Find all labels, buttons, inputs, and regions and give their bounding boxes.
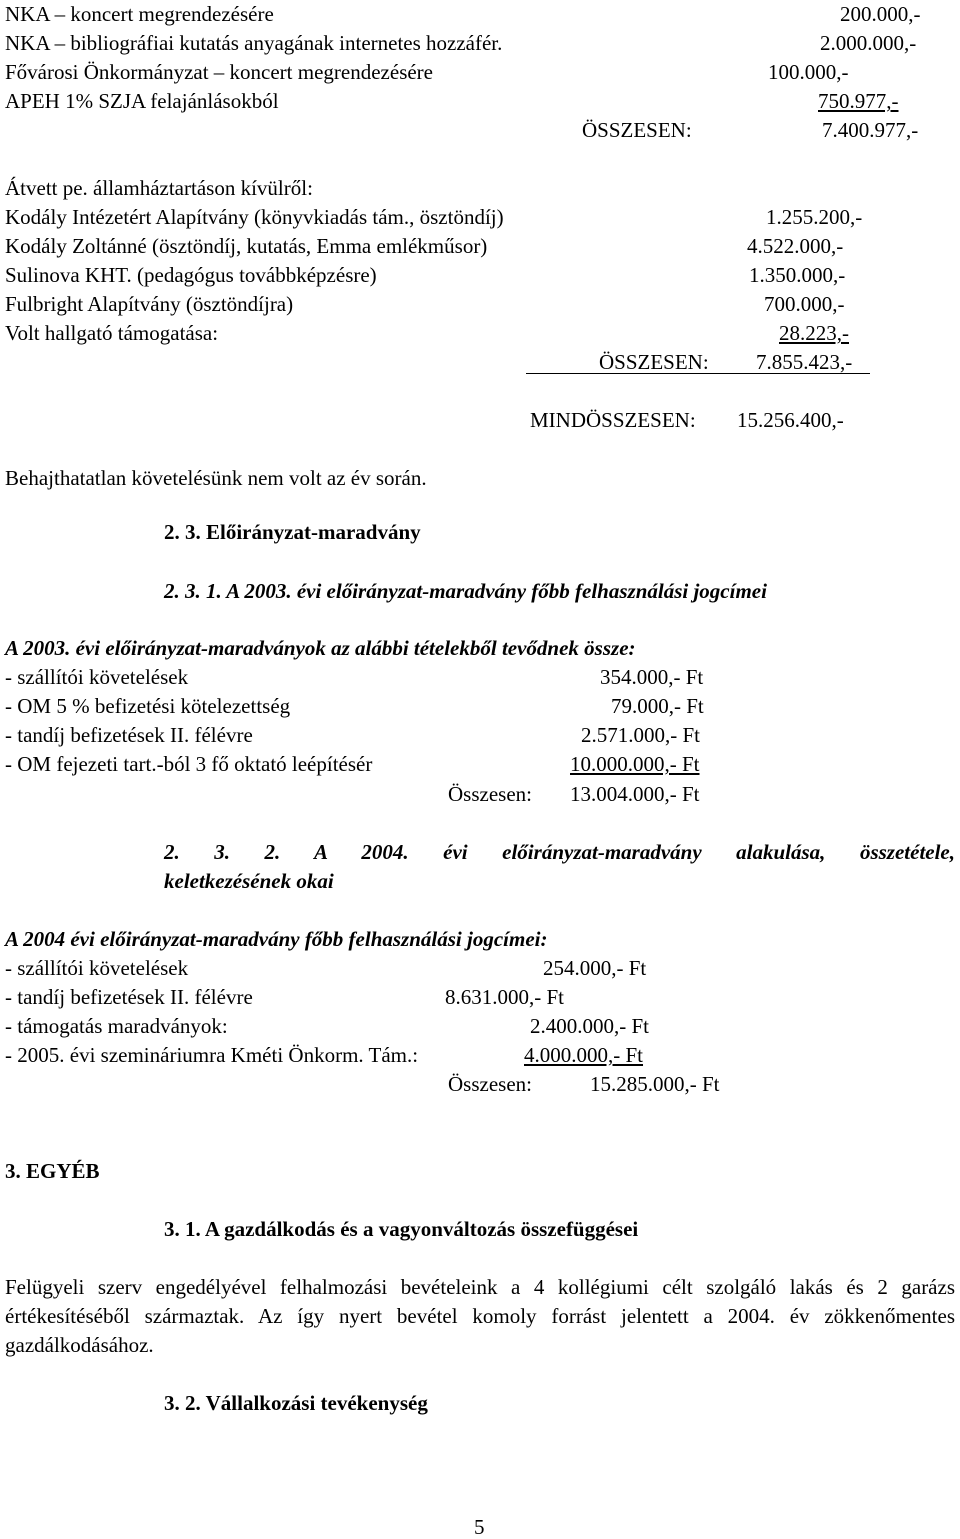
income-row-label: APEH 1% SZJA felajánlásokból xyxy=(5,89,279,113)
income-row-label: NKA – koncert megrendezésére xyxy=(5,2,274,26)
residual-row-amount: 354.000,- Ft xyxy=(600,665,704,689)
income-row-amount: 100.000,- xyxy=(768,60,849,84)
transfer-total-amount: 7.855.423,- xyxy=(756,350,853,374)
income-row-label: Fővárosi Önkormányzat – koncert megrendezésére xyxy=(5,60,433,84)
residual-row-amount: 254.000,- Ft xyxy=(543,956,647,980)
residual-total-label: Összesen: xyxy=(448,782,532,806)
transfer-row-label: Volt hallgató támogatása: xyxy=(5,321,219,345)
note-text: Behajthatatlan követelésünk nem volt az év során. xyxy=(5,466,427,490)
residual-total-label: Összesen: xyxy=(448,1072,532,1096)
section-heading: Átvett pe. államháztartáson kívülről: xyxy=(5,176,313,200)
income-total-label: ÖSSZESEN: xyxy=(582,118,692,142)
total-underline xyxy=(526,373,870,374)
page-number: 5 xyxy=(474,1515,485,1539)
income-row-amount: 750.977,- xyxy=(818,89,899,113)
transfer-total-label: ÖSSZESEN: xyxy=(599,350,709,374)
transfer-row-amount: 1.350.000,- xyxy=(749,263,846,287)
intro-text: A 2004 évi előirányzat-maradvány főbb felhasználási jogcímei: xyxy=(5,927,548,951)
residual-row-amount: 10.000.000,- Ft xyxy=(570,752,700,776)
transfer-row-amount: 4.522.000,- xyxy=(747,234,844,258)
transfer-row-label: Kodály Zoltánné (ösztöndíj, kutatás, Emma emlékműsor) xyxy=(5,234,488,258)
transfer-row-amount: 28.223,- xyxy=(779,321,849,345)
body-paragraph: Felügyeli szerv engedélyével felhalmozási bevételeink a 4 kollégiumi célt szolgáló lakás és 2 garázs értékesítéséből származtak. Az így nyert bevétel komoly forrást jelentett a 2004. év zökkenőmentes gazdálkodásához. xyxy=(5,1275,955,1357)
section-title: 3. EGYÉB xyxy=(5,1159,100,1183)
subsection-title: 2. 3. 1. A 2003. évi előirányzat-maradvány főbb felhasználási jogcímei xyxy=(164,579,767,603)
income-row-amount: 200.000,- xyxy=(840,2,921,26)
section-title: 2. 3. Előirányzat-maradvány xyxy=(164,520,421,544)
subsection-title: 3. 1. A gazdálkodás és a vagyonváltozás összefüggései xyxy=(164,1217,639,1241)
residual-row-amount: 2.400.000,- Ft xyxy=(530,1014,650,1038)
residual-total-amount: 13.004.000,- Ft xyxy=(570,782,700,806)
residual-row-amount: 79.000,- Ft xyxy=(611,694,704,718)
grand-total-amount: 15.256.400,- xyxy=(737,408,844,432)
residual-row-label: - 2005. évi szemináriumra Kméti Önkorm. Tám.: xyxy=(5,1043,419,1067)
residual-row-label: - szállítói követelések xyxy=(5,665,189,689)
grand-total-label: MINDÖSSZESEN: xyxy=(530,408,696,432)
intro-text: A 2003. évi előirányzat-maradványok az alábbi tételekből tevődnek össze: xyxy=(5,636,636,660)
subsection-title: 2. 3. 2. A 2004. évi előirányzat-maradvány alakulása, összetétele, xyxy=(164,840,955,864)
residual-row-label: - tandíj befizetések II. félévre xyxy=(5,985,253,1009)
income-total-amount: 7.400.977,- xyxy=(822,118,919,142)
residual-row-amount: 2.571.000,- Ft xyxy=(581,723,701,747)
subsection-title: 3. 2. Vállalkozási tevékenység xyxy=(164,1391,428,1415)
residual-row-label: - OM fejezeti tart.-ból 3 fő oktató leépítésér xyxy=(5,752,373,776)
residual-total-amount: 15.285.000,- Ft xyxy=(590,1072,720,1096)
subsection-title-cont: keletkezésének okai xyxy=(164,869,334,893)
residual-row-amount: 4.000.000,- Ft xyxy=(524,1043,644,1067)
residual-row-label: - tandíj befizetések II. félévre xyxy=(5,723,253,747)
income-row-label: NKA – bibliográfiai kutatás anyagának internetes hozzáfér. xyxy=(5,31,503,55)
transfer-row-label: Kodály Intézetért Alapítvány (könyvkiadás tám., ösztöndíj) xyxy=(5,205,504,229)
transfer-row-label: Sulinova KHT. (pedagógus továbbképzésre) xyxy=(5,263,377,287)
residual-row-label: - szállítói követelések xyxy=(5,956,189,980)
transfer-row-amount: 1.255.200,- xyxy=(766,205,863,229)
transfer-row-amount: 700.000,- xyxy=(764,292,845,316)
transfer-row-label: Fulbright Alapítvány (ösztöndíjra) xyxy=(5,292,294,316)
residual-row-amount: 8.631.000,- Ft xyxy=(445,985,565,1009)
residual-row-label: - OM 5 % befizetési kötelezettség xyxy=(5,694,291,718)
residual-row-label: - támogatás maradványok: xyxy=(5,1014,228,1038)
income-row-amount: 2.000.000,- xyxy=(820,31,917,55)
